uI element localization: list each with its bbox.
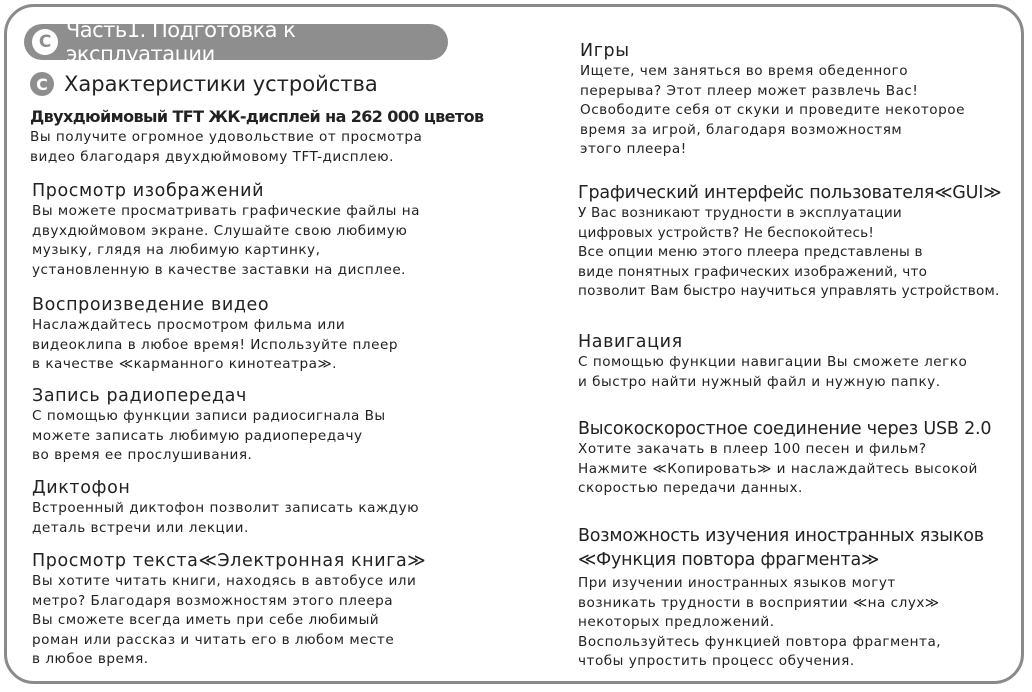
feature-text: Вы можете просматривать графические файлы на двухдюймовом экране. Слушайте свою любимую музыку, глядя на любимую картинку, установленную в качестве заставки на дисплее. <box>32 203 420 278</box>
feature-text: Вы получите огромное удовольствие от просмотра видео благодаря двухдюймовому TFT-дисплею. <box>30 129 423 165</box>
chapter-badge-icon: C <box>32 29 58 55</box>
feature-text: Хотите закачать в плеер 100 песен и фильм? Нажмите ≪Копировать≫ и наслаждайтесь высокой скоростью передачи данных. <box>578 441 978 497</box>
feature-title: Высокоскоростное соединение через USB 2.0 <box>578 419 992 439</box>
feature-text: С помощью функции записи радиосигнала Вы можете записать любимую радиопередачу во время ее прослушивания. <box>32 408 386 464</box>
feature-text: Ищете, чем заняться во время обеденного перерыва? Этот плеер может развлечь Вас! Освободите себя от скуки и проведите некоторое время за игрой, благодаря возможностям этого плеера! <box>580 63 965 158</box>
section-heading <box>30 72 378 96</box>
chapter-title-pill <box>24 18 448 66</box>
feature-navigation <box>578 331 1018 392</box>
feature-usb <box>578 418 1018 499</box>
feature-radio-recording <box>32 385 492 466</box>
feature-image-viewer <box>32 180 492 280</box>
feature-text: Вы хотите читать книги, находясь в автобусе или метро? Благодаря возможностям этого плеера Вы сможете всегда иметь при себе любимый роман или рассказ и читать его в любом месте в любое время. <box>32 573 417 668</box>
feature-text: Встроенный диктофон позволит записать каждую деталь встречи или лекции. <box>32 500 420 536</box>
feature-title: Навигация <box>578 332 683 352</box>
feature-video-playback <box>32 294 492 375</box>
feature-title: Просмотр изображений <box>32 181 265 201</box>
feature-tft-display <box>30 106 490 167</box>
feature-title: Игры <box>580 41 630 61</box>
feature-title: Запись радиопередач <box>32 386 247 406</box>
feature-title: Двухдюймовый TFT ЖК-дисплей на 262 000 цветов <box>30 107 484 126</box>
feature-gui <box>578 182 1018 302</box>
feature-title: Диктофон <box>32 478 131 498</box>
feature-text: При изучении иностранных языков могут возникать трудности в восприятии ≪на слух≫ некоторых предложений. Воспользуйтесь функцией повтора фрагмента, чтобы упростить процесс обучения. <box>578 575 942 670</box>
feature-title: Возможность изучения иностранных языков ≪Функция повтора фрагмента≫ <box>578 526 984 570</box>
feature-text: Наслаждайтесь просмотром фильма или видеоклипа в любое время! Используйте плеер в качестве ≪карманного кинотеатра≫. <box>32 317 398 373</box>
feature-title: Графический интерфейс пользователя≪GUI≫ <box>578 183 1002 203</box>
feature-text: У Вас возникают трудности в эксплуатации цифровых устройств? Не беспокойтесь! Все опции меню этого плеера представлены в виде понятных графических изображений, что позволит Вам быстро научиться управлять устройством. <box>578 205 1000 300</box>
feature-title: Воспроизведение видео <box>32 295 270 315</box>
section-title: Характеристики устройства <box>64 72 378 96</box>
feature-text: С помощью функции навигации Вы сможете легко и быстро найти нужный файл и нужную папку. <box>578 354 968 390</box>
feature-title: Просмотр текста≪Электронная книга≫ <box>32 551 427 571</box>
section-badge-icon: C <box>30 72 54 96</box>
feature-voice-recorder <box>32 477 492 538</box>
feature-language-learning <box>578 524 1018 672</box>
feature-games <box>580 40 1020 160</box>
feature-ebook <box>32 550 492 670</box>
chapter-title: Часть1. Подготовка к эксплуатации <box>65 18 296 66</box>
